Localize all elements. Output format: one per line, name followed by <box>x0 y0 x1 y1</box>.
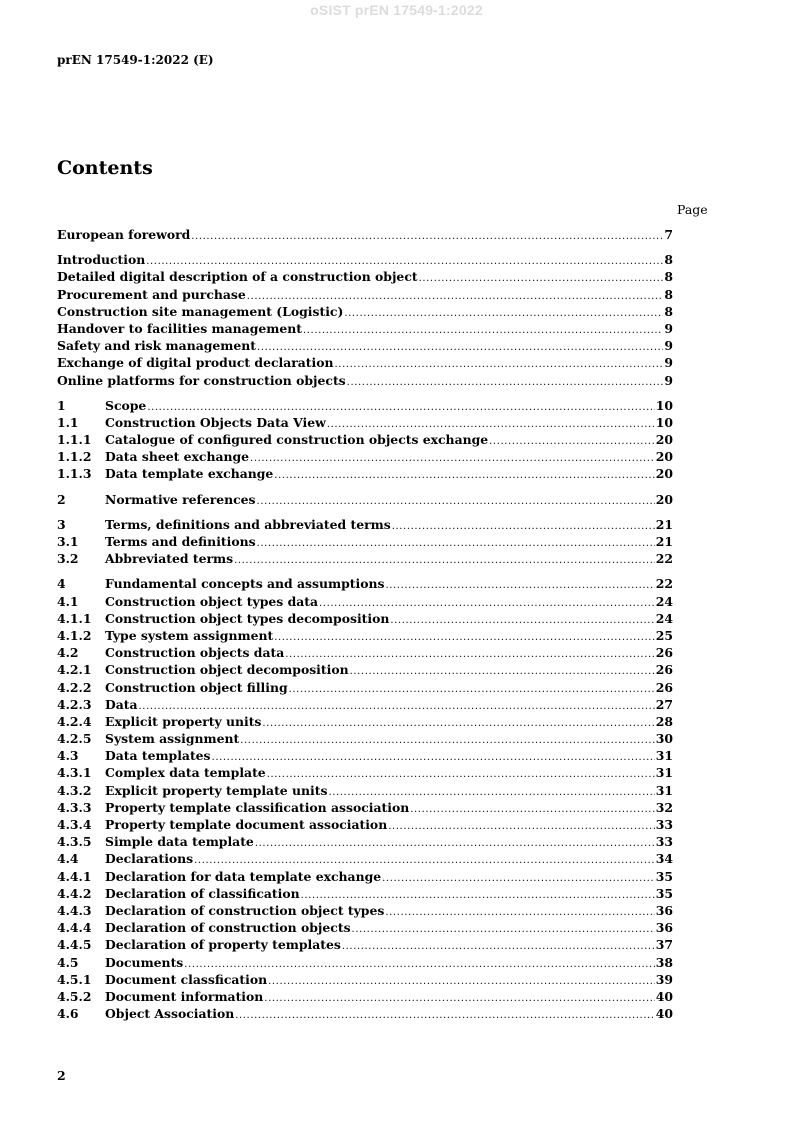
toc-entry-page: 35 <box>655 885 673 901</box>
toc-entry-title: Introduction <box>57 252 146 268</box>
toc-entry-number: 4.1.1 <box>57 610 92 626</box>
toc-dot-leader <box>335 356 664 373</box>
toc-entry-title: Simple data template <box>105 834 254 850</box>
toc-entry-title: Normative references <box>105 491 256 507</box>
toc-entry[interactable] <box>57 320 673 337</box>
toc-entry[interactable] <box>57 713 673 730</box>
toc-entry-page: 28 <box>655 713 673 729</box>
toc-entry-title: Online platforms for construction objects <box>57 372 346 388</box>
toc-entry[interactable] <box>57 850 673 867</box>
toc-entry-title: Construction site management (Logistic) <box>57 303 344 319</box>
toc-entry-title: Complex data template <box>105 765 266 781</box>
toc-entry-page: 40 <box>655 988 673 1004</box>
toc-entry[interactable] <box>57 764 673 781</box>
toc-entry[interactable] <box>57 833 673 850</box>
toc-entry[interactable] <box>57 696 673 713</box>
toc-entry-page: 24 <box>655 593 673 609</box>
page-title: Contents <box>57 157 153 179</box>
toc-dot-leader <box>382 870 655 887</box>
toc-entry-number: 1.1.1 <box>57 432 92 448</box>
toc-entry-page: 26 <box>655 645 673 661</box>
toc-entry[interactable] <box>57 465 673 482</box>
toc-entry-number: 3 <box>57 516 66 532</box>
toc-entry[interactable] <box>57 550 673 567</box>
toc-entry[interactable] <box>57 303 673 320</box>
toc-entry-title: Exchange of digital product declaration <box>57 355 334 371</box>
toc-entry[interactable] <box>57 286 673 303</box>
toc-entry-number: 4.5 <box>57 954 79 970</box>
toc-entry-page: 40 <box>655 1006 673 1022</box>
toc-entry-title: Property template classification association <box>105 799 410 815</box>
toc-entry-page: 21 <box>655 534 673 549</box>
toc-entry-number: 4.4.5 <box>57 937 92 953</box>
toc-entry-title: Terms and definitions <box>105 534 256 549</box>
toc-entry-page: 36 <box>655 902 673 918</box>
watermark: oSIST prEN 17549-1:2022 <box>310 2 483 18</box>
toc-entry-page: 21 <box>655 516 673 532</box>
toc-entry-page: 30 <box>655 731 673 747</box>
toc-entry-title: Safety and risk management <box>57 338 257 354</box>
toc-entry[interactable] <box>57 954 673 971</box>
toc-entry-title: Fundamental concepts and assumptions <box>105 576 385 592</box>
document-id: prEN 17549-1:2022 (E) <box>57 53 214 67</box>
toc-entry-title: Scope <box>105 397 147 413</box>
toc-entry-title: Documents <box>105 954 184 970</box>
toc-dot-leader <box>262 715 654 732</box>
toc-entry-page: 38 <box>655 954 673 970</box>
toc-entry-title: Detailed digital description of a construction object <box>57 269 418 285</box>
toc-entry-number: 4.1.2 <box>57 627 92 643</box>
toc-dot-leader <box>264 990 654 1007</box>
toc-entry[interactable] <box>57 644 673 661</box>
toc-entry-number: 4.1 <box>57 593 79 609</box>
toc-entry-page: 20 <box>655 432 673 448</box>
toc-entry[interactable] <box>57 799 673 816</box>
toc-dot-leader <box>191 228 663 245</box>
toc-dot-leader <box>390 612 654 629</box>
toc-entry-title: Explicit property template units <box>105 782 328 798</box>
toc-entry-number: 4.5.2 <box>57 988 92 1004</box>
toc-entry-page: 39 <box>655 971 673 987</box>
toc-entry[interactable] <box>57 226 673 243</box>
toc-entry-title: Procurement and purchase <box>57 286 246 302</box>
toc-entry-number: 4.2.1 <box>57 662 92 678</box>
toc-entry-page: 8 <box>664 252 673 268</box>
toc-entry-page: 36 <box>655 920 673 936</box>
toc-entry-title: Construction objects data <box>105 645 285 661</box>
toc-entry-title: Type system assignment <box>105 627 274 643</box>
toc-entry-title: Declaration of classification <box>105 885 300 901</box>
toc-dot-leader <box>342 938 655 955</box>
toc-entry-number: 4.2.5 <box>57 731 92 747</box>
toc-entry[interactable] <box>57 372 673 389</box>
toc-entry-number: 4.4.1 <box>57 868 92 884</box>
toc-entry-number: 4.3.4 <box>57 817 92 832</box>
toc-entry-page: 9 <box>664 320 673 336</box>
toc-entry-title: Declaration for data template exchange <box>105 868 382 884</box>
toc-dot-leader <box>344 305 663 322</box>
toc-entry[interactable] <box>57 431 673 448</box>
toc-entry-number: 4.4.2 <box>57 885 92 901</box>
toc-entry-title: Catalogue of configured construction objects exchange <box>105 432 489 448</box>
toc-entry-number: 4.3.3 <box>57 799 92 815</box>
toc-entry-page: 31 <box>655 748 673 764</box>
toc-entry[interactable] <box>57 448 673 465</box>
toc-dot-leader <box>274 629 655 646</box>
toc-entry-title: Declaration of construction object types <box>105 902 385 918</box>
toc-entry-page: 26 <box>655 662 673 678</box>
toc-dot-leader <box>410 801 655 818</box>
toc-entry[interactable] <box>57 516 673 533</box>
toc-entry-page: 9 <box>664 372 673 388</box>
toc-entry-number: 1.1.3 <box>57 466 92 482</box>
toc-entry[interactable] <box>57 782 673 799</box>
toc-entry[interactable] <box>57 593 673 610</box>
toc-entry[interactable] <box>57 1005 673 1022</box>
toc-entry-number: 1.1 <box>57 414 79 430</box>
toc-entry[interactable] <box>57 251 673 268</box>
toc-entry[interactable] <box>57 661 673 678</box>
toc-entry-number: 4.6 <box>57 1006 79 1022</box>
toc-entry[interactable] <box>57 354 673 371</box>
page-number: 2 <box>57 1068 66 1083</box>
toc-dot-leader <box>235 1007 655 1024</box>
toc-entry-page: 22 <box>655 576 673 592</box>
toc-entry-page: 37 <box>655 937 673 953</box>
toc-dot-leader <box>385 577 654 594</box>
toc-entry-title: Property template document association <box>105 817 388 832</box>
toc-entry-number: 4.3.1 <box>57 765 92 781</box>
toc-entry-number: 2 <box>57 491 66 507</box>
toc-entry-page: 26 <box>655 679 673 695</box>
toc-dot-leader <box>274 467 654 484</box>
toc-entry-title: Data sheet exchange <box>105 449 250 465</box>
toc-entry-page: 7 <box>664 227 673 242</box>
toc-entry-title: Construction object decomposition <box>105 662 349 678</box>
toc-entry-number: 4 <box>57 576 66 592</box>
toc-entry-page: 22 <box>655 551 673 567</box>
toc-dot-leader <box>255 835 655 852</box>
toc-dot-leader <box>388 818 655 835</box>
toc-entry-number: 4.2.3 <box>57 696 92 712</box>
toc-entry[interactable] <box>57 747 673 764</box>
toc-entry-title: Declarations <box>105 851 194 867</box>
toc-entry-title: Document information <box>105 988 264 1004</box>
toc-dot-leader <box>212 749 655 766</box>
toc-entry-title: System assignment <box>105 731 240 747</box>
toc-entry-number: 4.4 <box>57 851 79 867</box>
toc-entry-title: Declaration of property templates <box>105 937 341 953</box>
toc-entry-title: Construction object types decomposition <box>105 610 390 626</box>
toc-entry-title: Construction Objects Data View <box>105 414 326 430</box>
toc-dot-leader <box>303 322 663 339</box>
toc-entry-number: 4.2 <box>57 645 79 661</box>
toc-entry-title: Construction object filling <box>105 679 288 695</box>
toc-entry[interactable] <box>57 868 673 885</box>
toc-entry-page: 10 <box>655 397 673 413</box>
toc-entry-number: 4.4.4 <box>57 920 92 936</box>
toc-entry-title: Construction object types data <box>105 593 319 609</box>
toc-dot-leader <box>347 374 664 391</box>
table-of-contents <box>57 226 673 1022</box>
toc-dot-leader <box>489 433 655 450</box>
toc-entry-title: Handover to facilities management <box>57 320 302 336</box>
toc-dot-leader <box>352 921 655 938</box>
toc-entry[interactable] <box>57 610 673 627</box>
toc-entry[interactable] <box>57 268 673 285</box>
toc-entry-number: 4.5.1 <box>57 971 92 987</box>
toc-entry[interactable] <box>57 627 673 644</box>
toc-entry[interactable] <box>57 902 673 919</box>
toc-dot-leader <box>257 493 655 510</box>
toc-entry-page: 32 <box>655 799 673 815</box>
toc-entry-page: 20 <box>655 491 673 507</box>
toc-entry-number: 1 <box>57 397 66 413</box>
toc-entry-page: 34 <box>655 851 673 867</box>
page-column-label: Page <box>677 202 708 217</box>
toc-entry-page: 27 <box>655 696 673 712</box>
toc-entry[interactable] <box>57 575 673 592</box>
toc-entry-page: 24 <box>655 610 673 626</box>
toc-entry[interactable] <box>57 679 673 696</box>
toc-entry-number: 1.1.2 <box>57 449 92 465</box>
toc-entry-title: Data template exchange <box>105 466 274 482</box>
toc-entry-number: 4.2.2 <box>57 679 92 695</box>
toc-entry-title: European foreword <box>57 227 191 242</box>
toc-dot-leader <box>419 270 664 287</box>
toc-entry-number: 4.3.2 <box>57 782 92 798</box>
toc-entry[interactable] <box>57 971 673 988</box>
toc-entry[interactable] <box>57 730 673 747</box>
toc-entry-page: 33 <box>655 817 673 832</box>
toc-entry-number: 4.3.5 <box>57 834 92 850</box>
toc-dot-leader <box>385 904 654 921</box>
toc-entry[interactable] <box>57 816 673 833</box>
toc-entry-page: 20 <box>655 449 673 465</box>
toc-entry-number: 4.2.4 <box>57 713 92 729</box>
toc-dot-leader <box>250 450 655 467</box>
toc-entry-number: 3.2 <box>57 551 79 567</box>
toc-entry[interactable] <box>57 337 673 354</box>
toc-dot-leader <box>257 535 655 552</box>
toc-entry-page: 31 <box>655 765 673 781</box>
toc-entry-title: Declaration of construction objects <box>105 920 351 936</box>
toc-entry-page: 35 <box>655 868 673 884</box>
toc-entry[interactable] <box>57 936 673 953</box>
toc-entry-title: Data templates <box>105 748 211 764</box>
toc-entry-title: Document classfication <box>105 971 268 987</box>
toc-entry-title: Object Association <box>105 1006 235 1022</box>
toc-entry[interactable] <box>57 988 673 1005</box>
toc-entry-page: 8 <box>664 303 673 319</box>
toc-entry[interactable] <box>57 533 673 550</box>
toc-entry-title: Data <box>105 696 138 712</box>
toc-entry[interactable] <box>57 491 673 508</box>
toc-entry[interactable] <box>57 414 673 431</box>
toc-dot-leader <box>289 681 655 698</box>
toc-entry-page: 31 <box>655 782 673 798</box>
toc-entry-page: 25 <box>655 627 673 643</box>
toc-entry[interactable] <box>57 885 673 902</box>
toc-entry-page: 10 <box>655 414 673 430</box>
toc-entry-page: 8 <box>664 269 673 285</box>
toc-dot-leader <box>268 973 655 990</box>
toc-entry-number: 3.1 <box>57 534 79 549</box>
toc-entry-title: Terms, definitions and abbreviated terms <box>105 516 391 532</box>
toc-entry-page: 9 <box>664 338 673 354</box>
toc-entry-number: 4.4.3 <box>57 902 92 918</box>
toc-dot-leader <box>392 518 655 535</box>
toc-dot-leader <box>350 663 655 680</box>
toc-entry[interactable] <box>57 397 673 414</box>
toc-dot-leader <box>234 552 655 569</box>
toc-entry-number: 4.3 <box>57 748 79 764</box>
toc-entry-page: 20 <box>655 466 673 482</box>
toc-entry-title: Explicit property units <box>105 713 262 729</box>
toc-entry-page: 8 <box>664 286 673 302</box>
toc-entry-page: 33 <box>655 834 673 850</box>
toc-entry-page: 9 <box>664 355 673 371</box>
toc-dot-leader <box>240 732 655 749</box>
toc-entry[interactable] <box>57 919 673 936</box>
toc-entry-title: Abbreviated terms <box>105 551 234 567</box>
